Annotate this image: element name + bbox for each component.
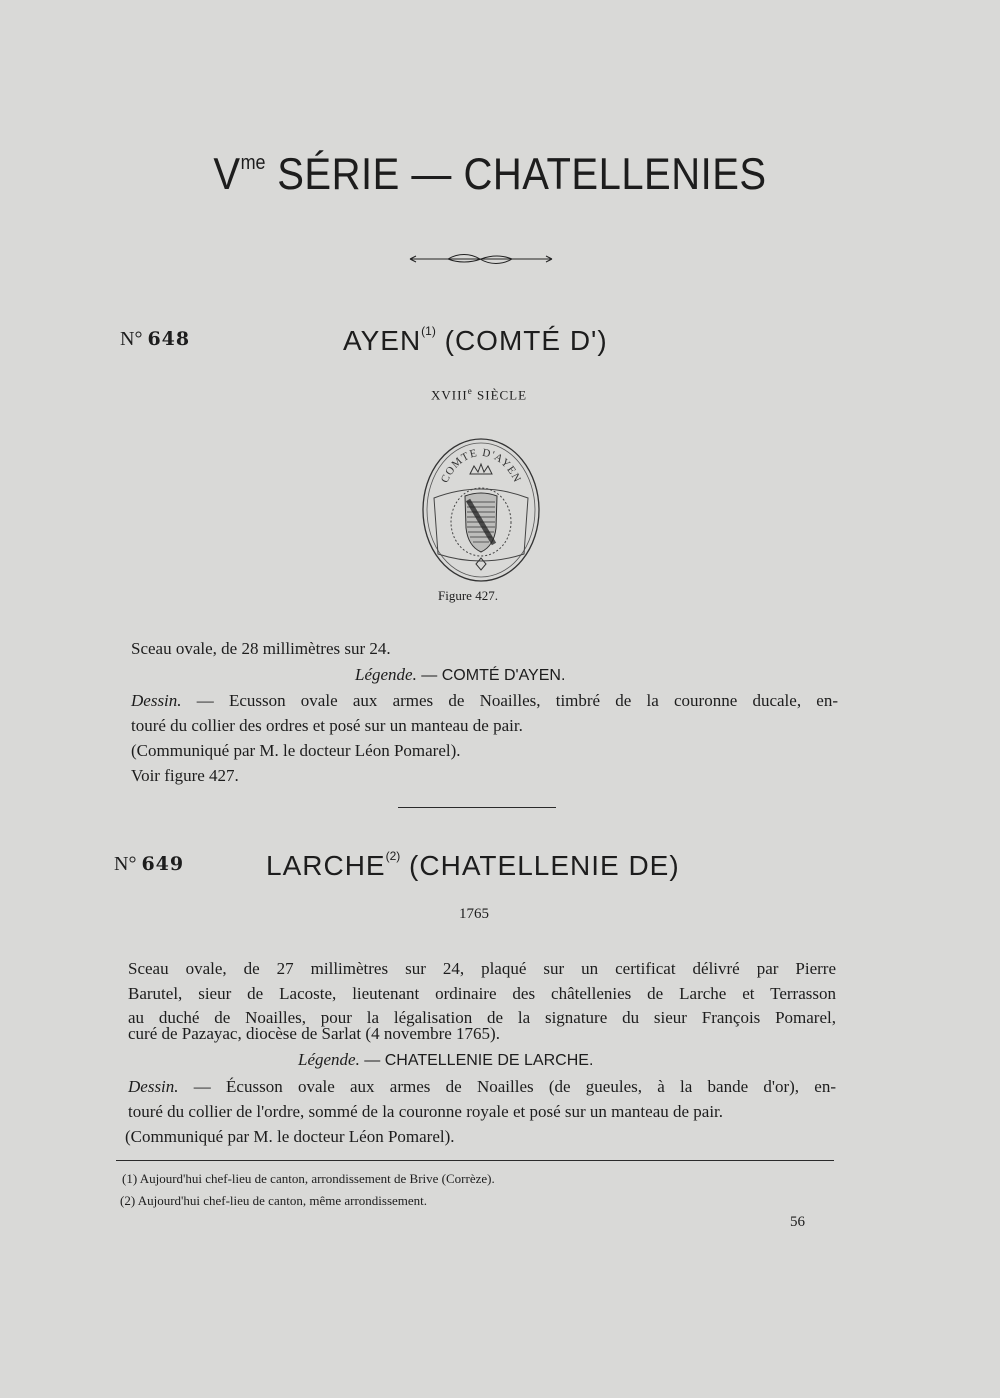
seal-inscription: COMTE D'AYEN — [438, 446, 524, 485]
entry-648-dessin-text: — Ecusson ovale aux armes de Noailles, timbré de la couronne ducale, en- — [181, 691, 838, 710]
footnote-2: (2) Aujourd'hui chef-lieu de canton, même arrondissement. — [120, 1193, 428, 1208]
entry-648-legend — [355, 664, 565, 686]
entry-649-title-name: LARCHE — [266, 850, 386, 881]
entry-649-dessin-line2: touré du collier de l'ordre, sommé de la couronne royale et posé sur un manteau de pair. — [128, 1102, 724, 1121]
series-title-text: SÉRIE — CHATELLENIES — [277, 150, 767, 200]
figure-caption: Figure 427. — [438, 588, 498, 603]
seal-figure-427 — [420, 436, 542, 584]
entry-648-subtitle: (COMTÉ D') — [444, 325, 608, 356]
entry-649-desc-line2: Barutel, sieur de Lacoste, lieutenant ordinaire des châtellenies de Larche et Terrasson — [128, 984, 836, 1003]
entry-649-title — [266, 849, 680, 882]
entry-648-date-rest: SIÈCLE — [472, 387, 528, 403]
entry-648-note-ref: (1) — [421, 324, 436, 338]
series-roman: V — [213, 150, 241, 200]
entry-648-number-value: 648 — [147, 328, 191, 350]
entry-648-title-name: AYEN — [343, 325, 422, 356]
entry-649-subtitle: (CHATELLENIE DE) — [409, 850, 680, 881]
entry-649-number-value: 649 — [141, 853, 185, 875]
entry-649-legend — [298, 1049, 593, 1071]
entry-648-dessin-label: Dessin. — [131, 691, 182, 710]
svg-text:COMTE D'AYEN — [439, 447, 523, 485]
page-number: 56 — [790, 1214, 805, 1230]
entry-648-voir: Voir figure 427. — [131, 766, 239, 785]
series-title — [0, 150, 980, 200]
entry-648-communique: (Communiqué par M. le docteur Léon Pomarel). — [131, 741, 461, 760]
entry-648-dessin-line2: touré du collier des ordres et posé sur un manteau de pair. — [131, 716, 523, 735]
entry-649-dessin-line1 — [128, 1076, 836, 1097]
entry-649-communique: (Communiqué par M. le docteur Léon Pomarel). — [125, 1127, 455, 1146]
footnote-1: (1) Aujourd'hui chef-lieu de canton, arrondissement de Brive (Corrèze). — [122, 1171, 495, 1186]
entry-648-century-sup: e — [467, 386, 473, 396]
entry-649-desc-line3: au duché de Noailles, pour la légalisation de la signature du sieur François Pomarel, — [128, 1008, 836, 1027]
entry-648-century: XVIII — [431, 387, 468, 403]
entry-648-title — [343, 324, 608, 357]
entry-648-legend-text: — COMTÉ D'AYEN. — [416, 667, 566, 684]
entry-649-note-ref: (2) — [385, 849, 401, 863]
entry-649-desc-line1: Sceau ovale, de 27 millimètres sur 24, plaqué sur un certificat délivré par Pierre — [128, 959, 836, 978]
entry-649-dessin-label: Dessin. — [128, 1077, 179, 1096]
section-divider — [398, 807, 556, 808]
entry-649-legend-label: Légende. — [298, 1050, 360, 1069]
entry-649-legend-text: — CHATELLENIE DE LARCHE. — [359, 1052, 594, 1069]
entry-648-date — [431, 386, 527, 403]
entry-648-legend-label: Légende. — [355, 665, 417, 684]
entry-648-description: Sceau ovale, de 28 millimètres sur 24. — [131, 639, 391, 658]
entry-649-desc-line4: curé de Pazayac, diocèse de Sarlat (4 novembre 1765). — [128, 1024, 500, 1043]
ornament-divider — [408, 252, 554, 266]
entry-649-dessin-text: — Écusson ovale aux armes de Noailles (de gueules, à la bande d'or), en- — [178, 1077, 836, 1096]
entry-648-dessin-line1 — [131, 690, 838, 711]
entry-649-date: 1765 — [459, 906, 489, 922]
entry-648-prefix: N° — [120, 328, 143, 350]
entry-648-number — [120, 328, 190, 351]
entry-649-number — [114, 853, 184, 876]
series-sup: me — [240, 151, 266, 174]
footnote-rule — [116, 1160, 834, 1161]
entry-649-prefix: N° — [114, 853, 137, 875]
